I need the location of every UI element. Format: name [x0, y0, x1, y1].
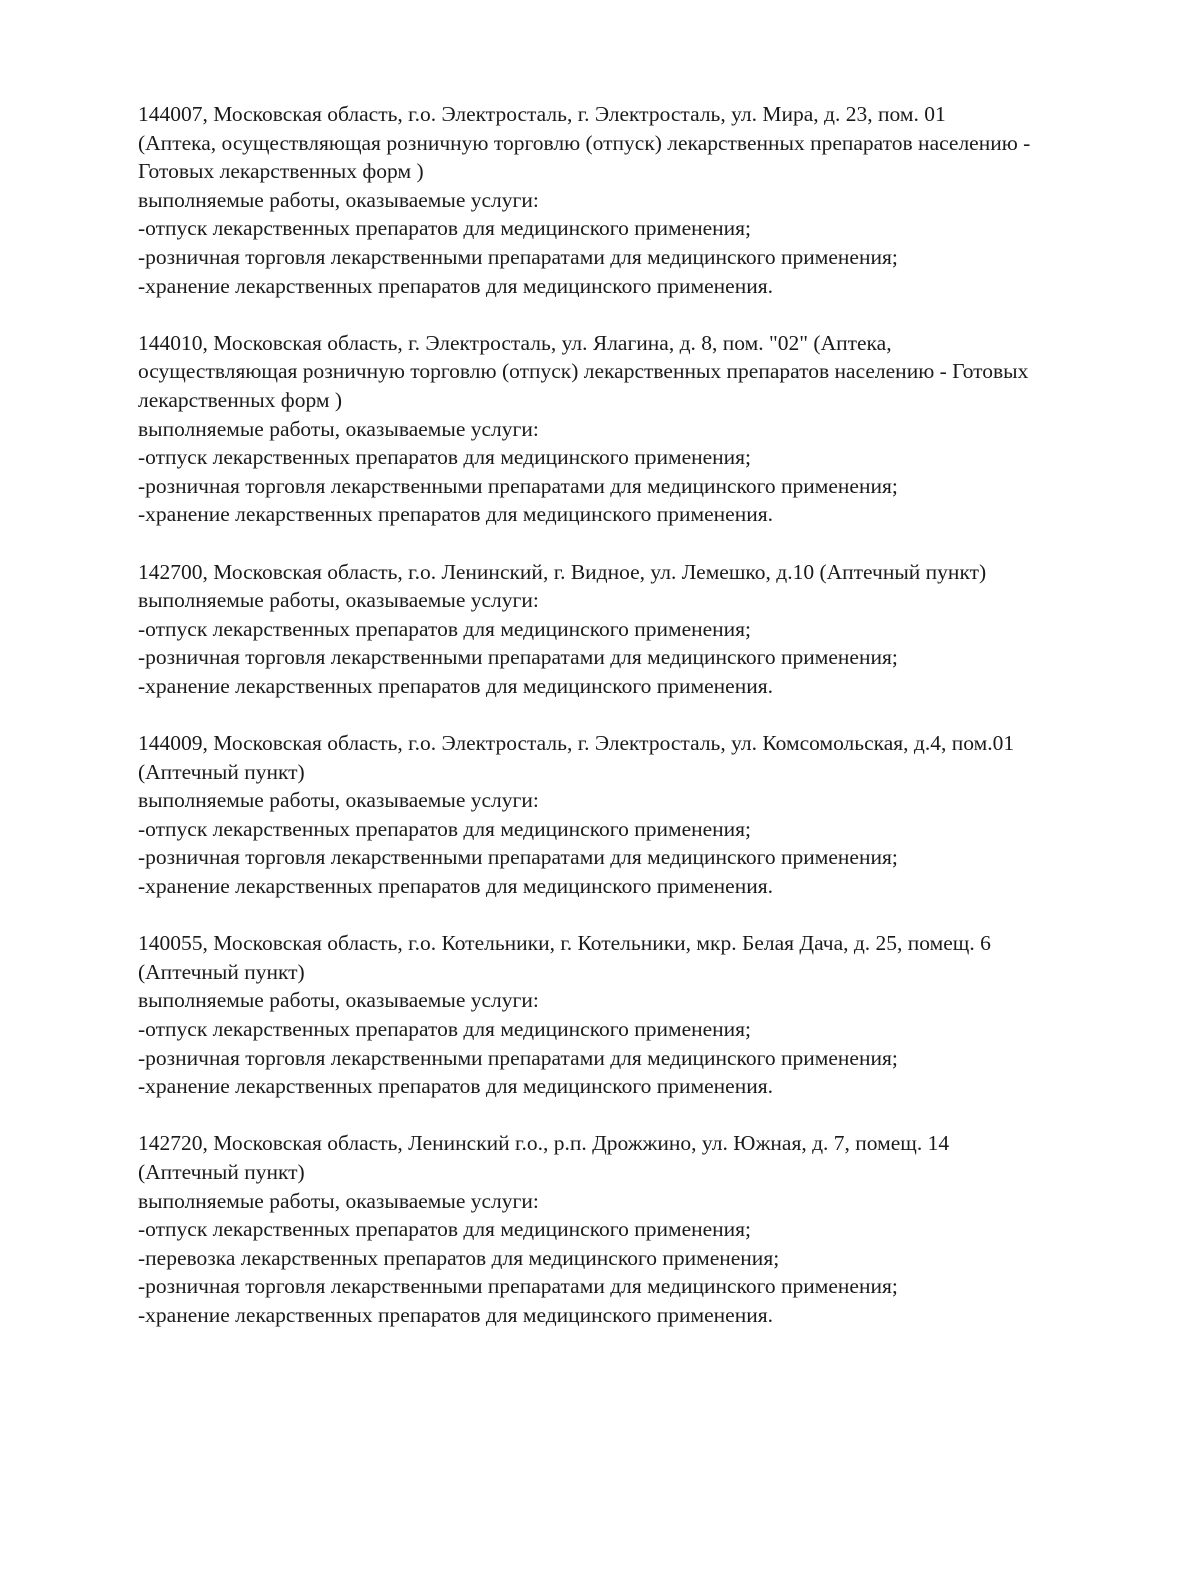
address-line: 144009, Московская область, г.о. Электросталь, г. Электросталь, ул. Комсомольская, д.4, пом.01	[138, 731, 1015, 756]
address-entry-3	[138, 558, 1128, 701]
service-item: -отпуск лекарственных препаратов для медицинского применения;	[138, 816, 752, 841]
address-entry-5	[138, 929, 1128, 1101]
address-entry-4	[138, 729, 1128, 901]
address-entry-6	[138, 1129, 1128, 1329]
address-line: 142720, Московская область, Ленинский г.о., р.п. Дрожжино, ул. Южная, д. 7, помещ. 14	[138, 1131, 950, 1156]
service-item: -хранение лекарственных препаратов для медицинского применения.	[138, 1074, 773, 1099]
service-item: -перевозка лекарственных препаратов для медицинского применения;	[138, 1245, 780, 1270]
address-line: осуществляющая розничную торговлю (отпуск) лекарственных препаратов населению - Готовых	[138, 359, 1029, 384]
address-line: 144010, Московская область, г. Электросталь, ул. Ялагина, д. 8, пом. "02" (Аптека,	[138, 330, 892, 355]
address-line: лекарственных форм )	[138, 387, 343, 412]
service-item: -хранение лекарственных препаратов для медицинского применения.	[138, 1302, 773, 1327]
document-page	[138, 100, 1128, 1358]
address-line: 140055, Московская область, г.о. Котельники, г. Котельники, мкр. Белая Дача, д. 25, помещ. 6	[138, 931, 991, 956]
service-item: -розничная торговля лекарственными препаратами для медицинского применения;	[138, 645, 898, 670]
services-heading: выполняемые работы, оказываемые услуги:	[138, 1188, 539, 1213]
address-entry-1	[138, 100, 1128, 300]
services-heading: выполняемые работы, оказываемые услуги:	[138, 588, 539, 613]
service-item: -хранение лекарственных препаратов для медицинского применения.	[138, 874, 773, 899]
service-item: -розничная торговля лекарственными препаратами для медицинского применения;	[138, 845, 898, 870]
services-heading: выполняемые работы, оказываемые услуги:	[138, 788, 539, 813]
service-item: -отпуск лекарственных препаратов для медицинского применения;	[138, 1217, 752, 1242]
service-item: -розничная торговля лекарственными препаратами для медицинского применения;	[138, 473, 898, 498]
address-entry-2	[138, 329, 1128, 529]
address-line: (Аптечный пункт)	[138, 1159, 305, 1184]
address-line: (Аптека, осуществляющая розничную торговлю (отпуск) лекарственных препаратов населению -	[138, 130, 1031, 155]
service-item: -отпуск лекарственных препаратов для медицинского применения;	[138, 616, 752, 641]
address-line: Готовых лекарственных форм )	[138, 159, 424, 184]
service-item: -отпуск лекарственных препаратов для медицинского применения;	[138, 216, 752, 241]
service-item: -розничная торговля лекарственными препаратами для медицинского применения;	[138, 244, 898, 269]
address-line: 144007, Московская область, г.о. Электросталь, г. Электросталь, ул. Мира, д. 23, пом. 01	[138, 102, 946, 126]
service-item: -хранение лекарственных препаратов для медицинского применения.	[138, 673, 773, 698]
services-heading: выполняемые работы, оказываемые услуги:	[138, 988, 539, 1013]
address-line: 142700, Московская область, г.о. Ленинский, г. Видное, ул. Лемешко, д.10 (Аптечный пункт)	[138, 559, 987, 584]
service-item: -отпуск лекарственных препаратов для медицинского применения;	[138, 1017, 752, 1041]
services-heading: выполняемые работы, оказываемые услуги:	[138, 416, 539, 441]
service-item: -розничная торговля лекарственными препаратами для медицинского применения;	[138, 1274, 898, 1299]
service-item: -хранение лекарственных препаратов для медицинского применения.	[138, 273, 773, 298]
service-item: -отпуск лекарственных препаратов для медицинского применения;	[138, 445, 752, 470]
service-item: -розничная торговля лекарственными препаратами для медицинского применения;	[138, 1045, 898, 1070]
service-item: -хранение лекарственных препаратов для медицинского применения.	[138, 502, 773, 527]
address-line: (Аптечный пункт)	[138, 759, 305, 784]
services-heading: выполняемые работы, оказываемые услуги:	[138, 187, 539, 212]
address-line: (Аптечный пункт)	[138, 959, 305, 984]
